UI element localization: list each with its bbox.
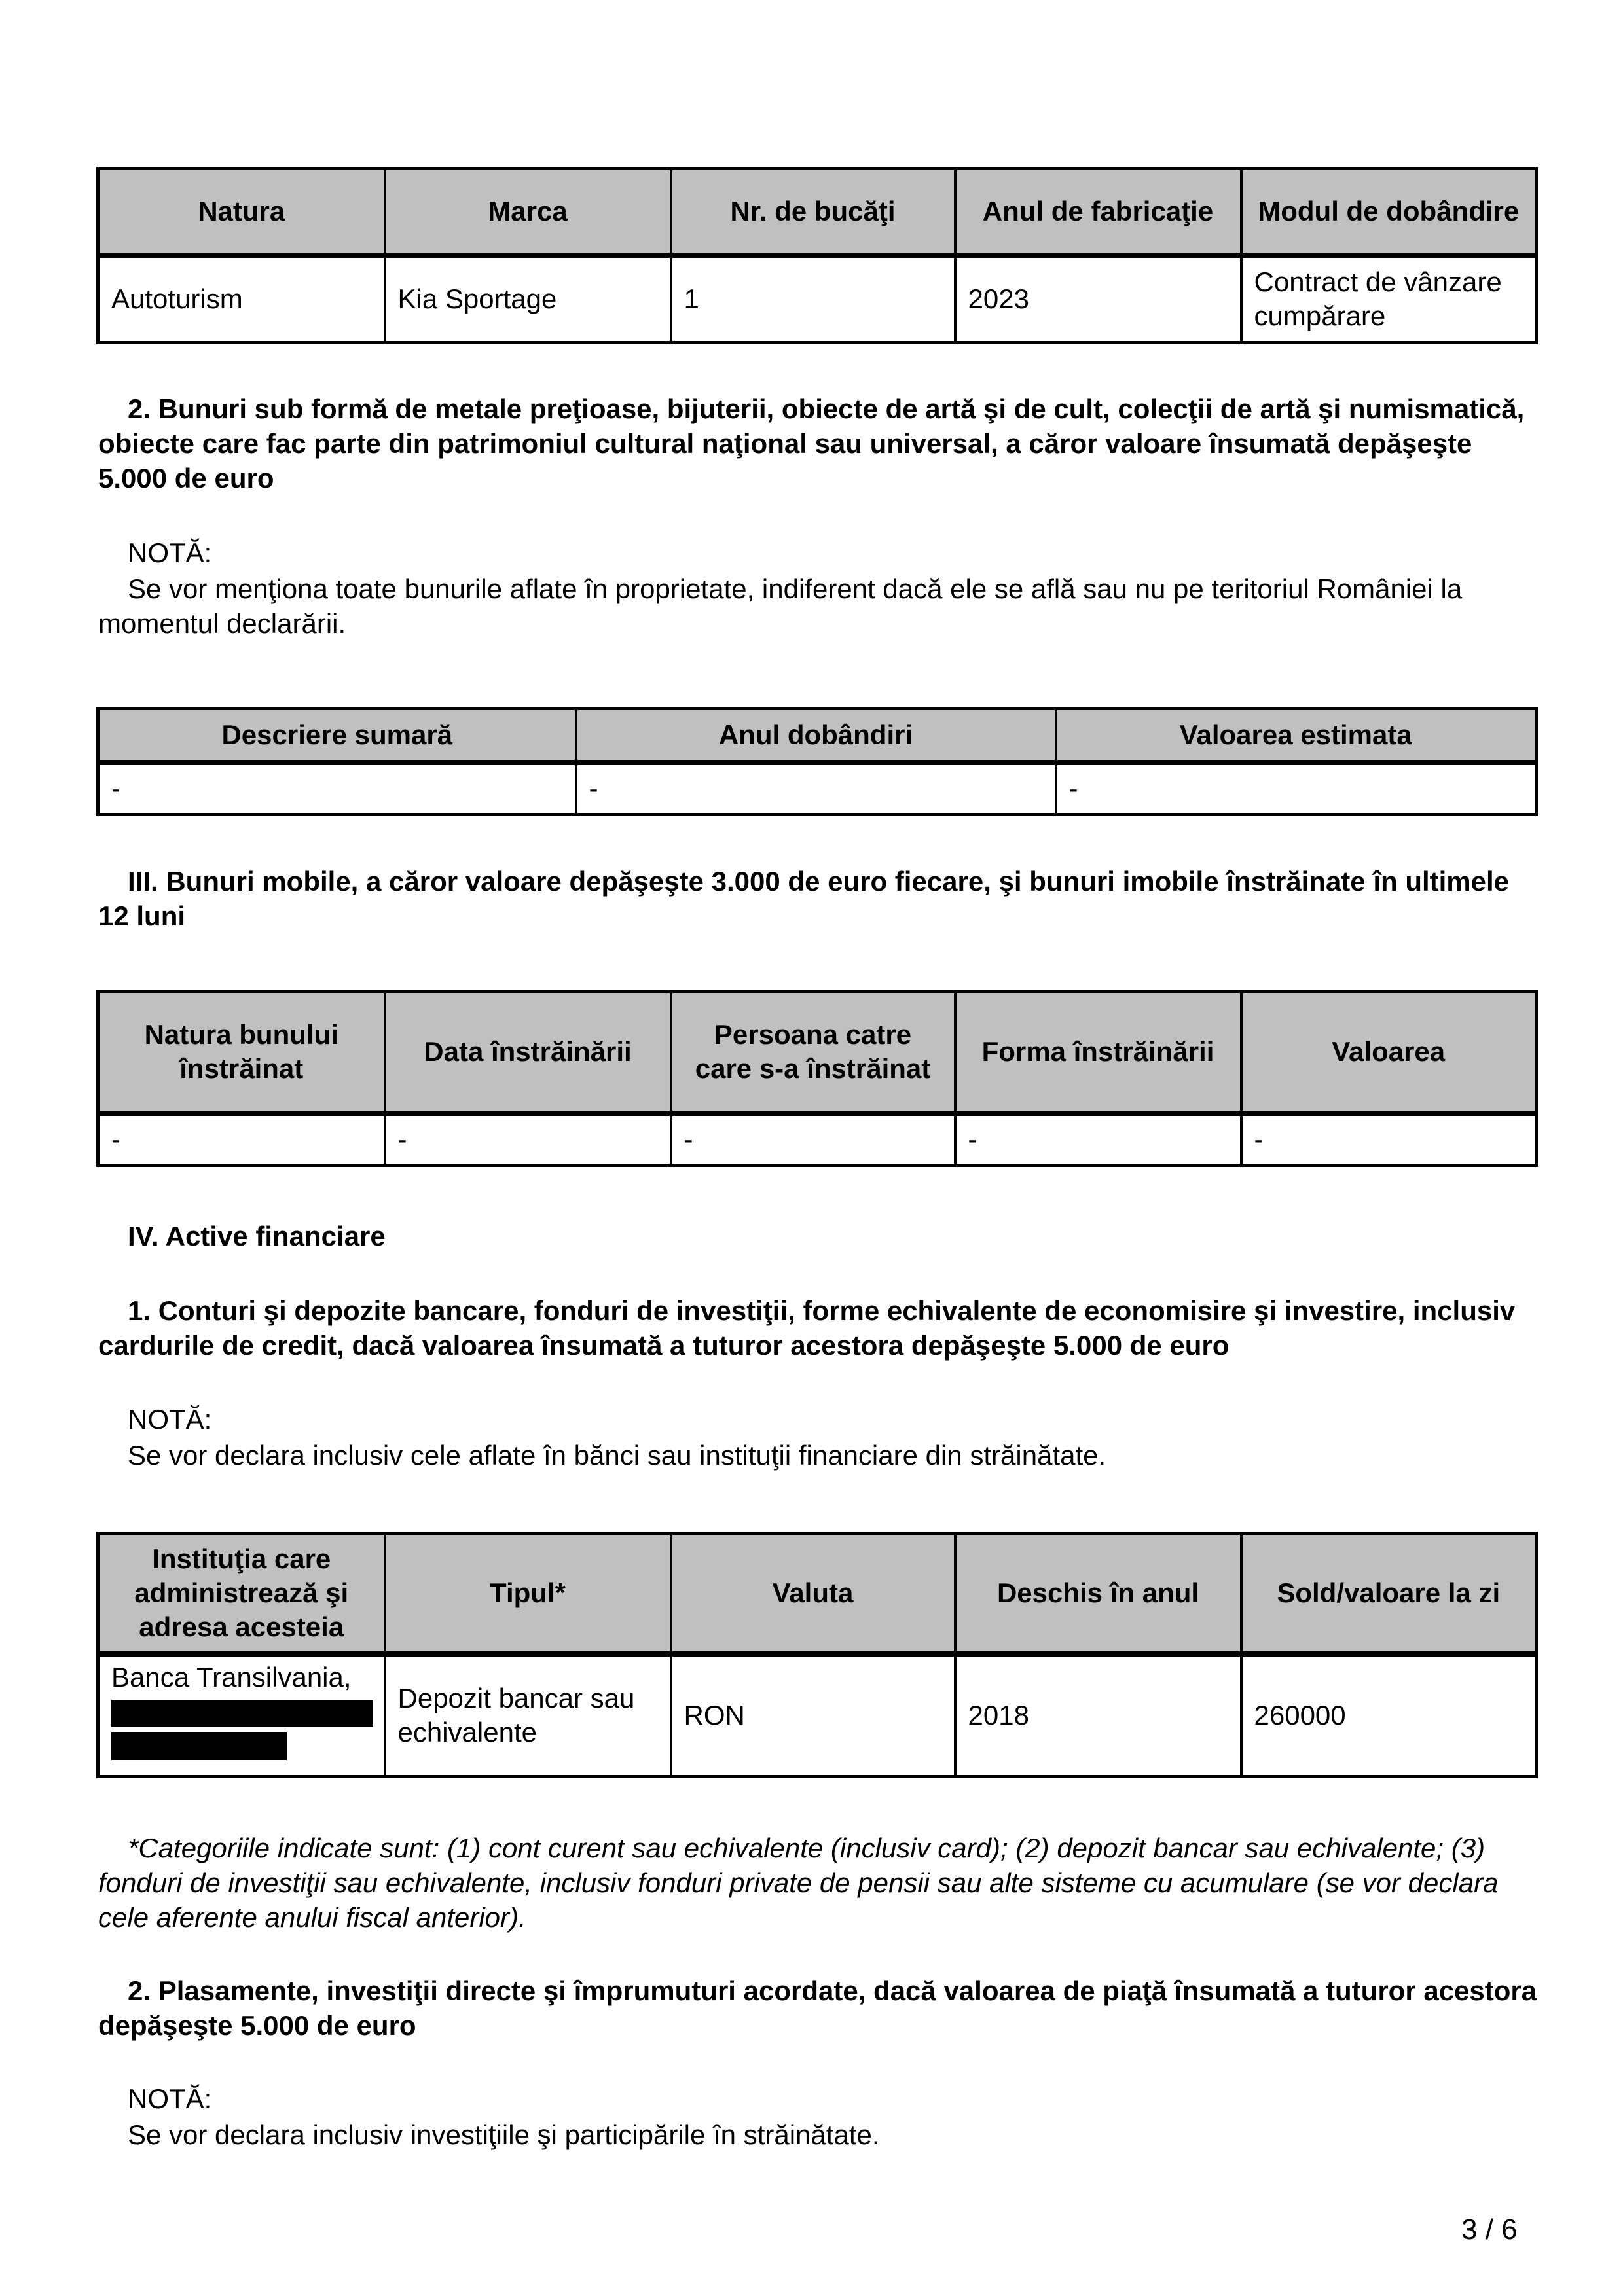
header-marca: Marca bbox=[385, 169, 671, 255]
header-persoana: Persoana catre care s-a înstrăinat bbox=[671, 992, 955, 1113]
section-IV-2-heading-text: 2. Plasamente, investiţii directe şi împrumuturi acordate, dacă valoarea de piaţă însumată a tuturor acestora depăşeşte 5.000 de euro bbox=[98, 1975, 1537, 2041]
section-2-note-label bbox=[98, 535, 1539, 570]
header-data-instrainarii: Data înstrăinării bbox=[385, 992, 671, 1113]
header-institutia: Instituţia care administrează şi adresa acesteia bbox=[98, 1534, 385, 1654]
table-row bbox=[98, 762, 1537, 815]
note-label-text: NOTĂ: bbox=[128, 537, 212, 568]
section-2-note-text bbox=[98, 571, 1539, 641]
section-IV-1-heading-text: 1. Conturi şi depozite bancare, fonduri de investiţii, forme echivalente de economisire şi investire, inclusiv cardurile de credit, dacă valoarea însumată a tuturor acestora depăşeşte 5.000 de euro bbox=[98, 1295, 1516, 1361]
note-text: Se vor menţiona toate bunurile aflate în proprietate, indiferent dacă ele se află sau nu pe teritoriul României la momentul declarării. bbox=[98, 573, 1463, 639]
note-label-text: NOTĂ: bbox=[128, 2083, 212, 2114]
table-header-row bbox=[98, 992, 1537, 1113]
cell-anul-fabricatie: 2023 bbox=[955, 255, 1241, 343]
cell-forma: - bbox=[955, 1113, 1241, 1166]
redaction-bar bbox=[111, 1700, 373, 1727]
header-modul-dobandire: Modul de dobândire bbox=[1241, 169, 1537, 255]
header-valuta: Valuta bbox=[671, 1534, 955, 1654]
table-row bbox=[98, 1654, 1537, 1777]
header-descriere-sumara: Descriere sumară bbox=[98, 709, 576, 762]
section-2-heading bbox=[98, 391, 1539, 495]
section-IV-heading bbox=[98, 1219, 1539, 1253]
note-text: Se vor declara inclusiv investiţiile şi participările în străinătate. bbox=[128, 2119, 880, 2150]
header-tipul: Tipul* bbox=[385, 1534, 671, 1654]
alienated-goods-table bbox=[96, 990, 1538, 1167]
cell-data: - bbox=[385, 1113, 671, 1166]
footnote-text: *Categoriile indicate sunt: (1) cont curent sau echivalente (inclusiv card); (2) depozit bancar sau echivalente; (3) fonduri de investiţii sau echivalente, inclusiv fonduri private de pensii sau alte sisteme cu acumulare (se vor declara cele aferente anului fiscal anterior). bbox=[98, 1833, 1499, 1933]
cell-valoarea: - bbox=[1241, 1113, 1537, 1166]
section-IV-2-note-text bbox=[98, 2117, 1539, 2152]
section-III-heading bbox=[98, 864, 1539, 933]
categories-footnote bbox=[98, 1831, 1539, 1935]
cell-valoarea: - bbox=[1056, 762, 1537, 815]
cell-natura: Autoturism bbox=[98, 255, 385, 343]
table-row bbox=[98, 1113, 1537, 1166]
cell-valuta: RON bbox=[671, 1654, 955, 1777]
section-IV-1-note-text bbox=[98, 1438, 1539, 1473]
redaction-bar bbox=[111, 1732, 287, 1760]
section-IV-2-heading bbox=[98, 1973, 1539, 2043]
cell-tipul: Depozit bancar sau echivalente bbox=[385, 1654, 671, 1777]
header-forma-instrainarii: Forma înstrăinării bbox=[955, 992, 1241, 1113]
bank-accounts-table bbox=[96, 1532, 1538, 1778]
header-deschis-in-anul: Deschis în anul bbox=[955, 1534, 1241, 1654]
cell-marca: Kia Sportage bbox=[385, 255, 671, 343]
table-header-row bbox=[98, 709, 1537, 762]
section-2-heading-text: 2. Bunuri sub formă de metale preţioase, bijuterii, obiecte de artă şi de cult, colecţii de artă şi numismatică, obiecte care fac parte din patrimoniul cultural naţional sau universal, a căror valoare însumată depăşeşte 5.000 de euro bbox=[98, 393, 1525, 493]
cell-modul-dobandire: Contract de vânzare cumpărare bbox=[1241, 255, 1537, 343]
cell-natura-bunului: - bbox=[98, 1113, 385, 1166]
header-valoarea-estimata: Valoarea estimata bbox=[1056, 709, 1537, 762]
institution-name: Banca Transilvania, bbox=[111, 1661, 352, 1693]
header-valoarea: Valoarea bbox=[1241, 992, 1537, 1113]
header-natura-bunului: Natura bunului înstrăinat bbox=[98, 992, 385, 1113]
cell-descriere: - bbox=[98, 762, 576, 815]
valuables-table bbox=[96, 707, 1538, 816]
header-nr-bucati: Nr. de bucăţi bbox=[671, 169, 955, 255]
vehicles-table bbox=[96, 167, 1538, 344]
note-text: Se vor declara inclusiv cele aflate în bănci sau instituţii financiare din străinătate. bbox=[128, 1440, 1106, 1471]
note-label-text: NOTĂ: bbox=[128, 1404, 212, 1435]
cell-nr-bucati: 1 bbox=[671, 255, 955, 343]
cell-deschis: 2018 bbox=[955, 1654, 1241, 1777]
section-IV-1-note-label bbox=[98, 1402, 1539, 1437]
table-row bbox=[98, 255, 1537, 343]
header-natura: Natura bbox=[98, 169, 385, 255]
cell-anul: - bbox=[576, 762, 1056, 815]
header-sold: Sold/valoare la zi bbox=[1241, 1534, 1537, 1654]
section-IV-1-heading bbox=[98, 1293, 1539, 1363]
section-III-heading-text: III. Bunuri mobile, a căror valoare depăşeşte 3.000 de euro fiecare, şi bunuri imobile înstrăinate în ultimele 12 luni bbox=[98, 866, 1510, 931]
cell-persoana: - bbox=[671, 1113, 955, 1166]
cell-sold: 260000 bbox=[1241, 1654, 1537, 1777]
header-anul-fabricatie: Anul de fabricaţie bbox=[955, 169, 1241, 255]
page-number: 3 / 6 bbox=[1461, 2214, 1518, 2246]
header-anul-dobandiri: Anul dobândiri bbox=[576, 709, 1056, 762]
table-header-row bbox=[98, 169, 1537, 255]
section-IV-2-note-label bbox=[98, 2081, 1539, 2116]
section-IV-heading-text: IV. Active financiare bbox=[128, 1221, 386, 1251]
table-header-row bbox=[98, 1534, 1537, 1654]
cell-institutia bbox=[98, 1654, 385, 1777]
